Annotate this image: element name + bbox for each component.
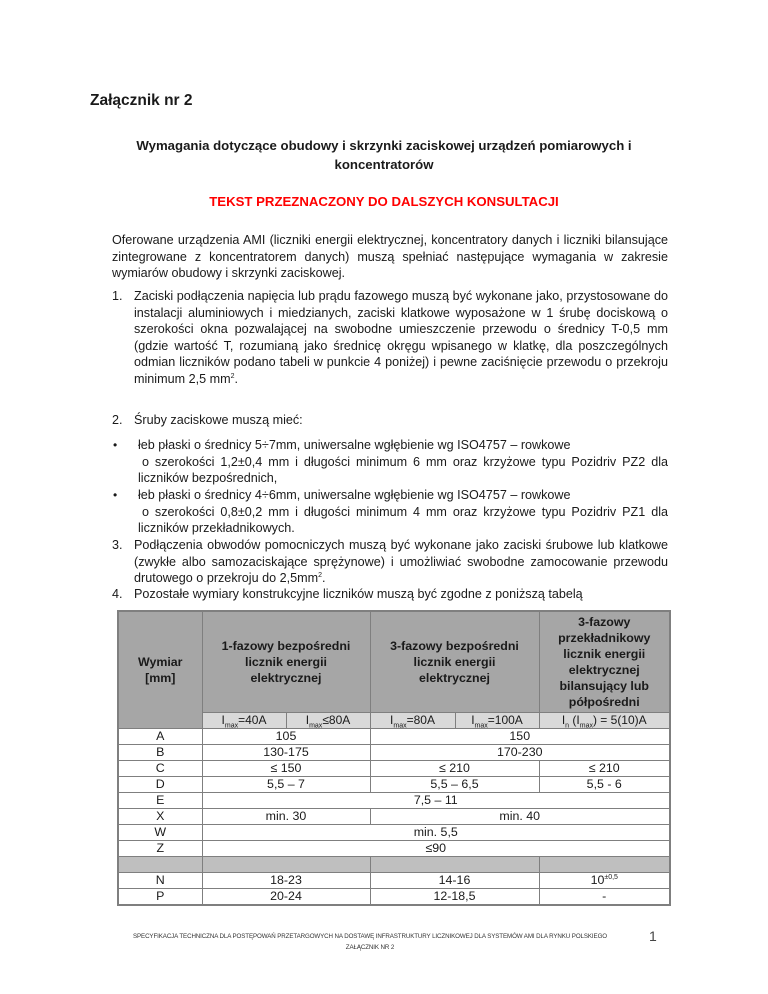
row-label: A: [118, 729, 202, 745]
spacer-cell: [202, 857, 370, 873]
sub-max: max: [474, 722, 488, 730]
bullet-2-symbol: •: [113, 488, 118, 502]
bullet-2-line1: łeb płaski o średnicy 4÷6mm, uniwersalne wgłębienie wg ISO4757 – rowkowe: [138, 488, 571, 502]
row-label: X: [118, 809, 202, 825]
cell-all: ≤90: [202, 841, 670, 857]
row-label: P: [118, 889, 202, 906]
cell-3phase-transformer: ≤ 210: [539, 761, 670, 777]
header-3-phase-transformer: 3-fazowy przekładnikowy licznik energii elektrycznej bilansujący lub półpośredni: [539, 611, 670, 713]
sub-mid: (I: [569, 713, 580, 727]
cell-1phase: 130-175: [202, 745, 370, 761]
row-label: E: [118, 793, 202, 809]
cell-3phase-all: min. 40: [370, 809, 670, 825]
subheader-transformer-5-10a: [539, 713, 670, 729]
cell-3phase-transformer: [539, 873, 670, 889]
sub-max: max: [309, 722, 323, 730]
subheader-1phase-80a: [286, 713, 370, 729]
bullet-1-line1: łeb płaski o średnicy 5÷7mm, uniwersalne wgłębienie wg ISO4757 – rowkowe: [138, 438, 571, 452]
cell-1phase: 20-24: [202, 889, 370, 906]
sub-value: ≤80A: [322, 713, 351, 727]
item-3-text: [134, 537, 668, 587]
sub-n: n: [565, 722, 570, 730]
sub-value: =40A: [238, 713, 267, 727]
item-3-body: Podłączenia obwodów pomocniczych muszą być wykonane jako zaciski śrubowe lub klatkowe (zwykłe albo samozaciskające sprężynowe) i umożliwiać swobodne zamocowanie przewodu drutowego o przekroju do 2,5mm: [134, 538, 668, 586]
table-header-row: [118, 611, 670, 713]
spacer-cell: [370, 857, 539, 873]
cell-3phase-direct: ≤ 210: [370, 761, 539, 777]
table-row-b: [118, 745, 670, 761]
cell-1phase: 5,5 – 7: [202, 777, 370, 793]
item-1-number: 1.: [112, 289, 123, 303]
table-row-d: [118, 777, 670, 793]
cell-all: min. 5,5: [202, 825, 670, 841]
dimensions-table: [117, 610, 671, 906]
table-row-c: [118, 761, 670, 777]
consultation-notice: TEKST PRZEZNACZONY DO DALSZYCH KONSULTACJI: [209, 194, 559, 209]
header-dimension: Wymiar [mm]: [118, 611, 202, 729]
sub-i: I: [471, 713, 475, 727]
cell-1phase: 18-23: [202, 873, 370, 889]
table-row-n: [118, 873, 670, 889]
item-3-tail: .: [322, 571, 326, 586]
row-label: B: [118, 745, 202, 761]
cell-3phase-all: 150: [370, 729, 670, 745]
table-row-z: [118, 841, 670, 857]
cell-1phase: 105: [202, 729, 370, 745]
sub-max: max: [224, 722, 239, 730]
document-heading: [100, 136, 668, 174]
item-1-sup: 2: [230, 372, 235, 380]
cell-3phase-direct: 12-18,5: [370, 889, 539, 906]
table-row-w: [118, 825, 670, 841]
cell-3phase-direct: 14-16: [370, 873, 539, 889]
item-1-body: Zaciski podłączenia napięcia lub prądu fazowego muszą być wykonane jako, przystosowane do instalacji aluminiowych i miedzianych, zaciski klatkowe wyposażone w 1 śrubę dociskową o szerokości okna pozwalającej na swobodne umieszczenie przewodu o średnicy T-0,5 mm (gdzie wartość T, rozumianą jako średnicę okręgu wpisanego w klatkę, dla poszczególnych odmian liczników podano tabeli w punkcie 4 poniżej) i pewne zaciśnięcie przewodu o przekroju minimum 2,5 mm: [134, 289, 668, 386]
table-row-a: [118, 729, 670, 745]
item-1-tail: .: [234, 371, 238, 386]
row-label: W: [118, 825, 202, 841]
spacer-cell: [539, 857, 670, 873]
sub-max: max: [579, 722, 593, 730]
cell-3phase-transformer: -: [539, 889, 670, 906]
item-4-text: Pozostałe wymiary konstrukcyjne liczników muszą być zgodne z poniższą tabelą: [134, 587, 583, 601]
subheader-3phase-80a: [370, 713, 455, 729]
heading-line-2: koncentratorów: [334, 157, 434, 172]
row-label: C: [118, 761, 202, 777]
item-3-number: 3.: [112, 538, 123, 552]
item-1-text: [134, 288, 668, 388]
bullet-1-rest: o szerokości 1,2±0,4 mm i długości minimum 6 mm oraz krzyżowe typu Pozidriv PZ2 dla liczników bezpośrednich,: [138, 454, 668, 486]
table-row-e: [118, 793, 670, 809]
item-4-number: 4.: [112, 587, 123, 601]
page-footer: [100, 931, 640, 953]
sub-value: ) = 5(10)A: [592, 713, 647, 727]
sub-i: I: [390, 713, 394, 727]
header-3-phase-direct: 3-fazowy bezpośredni licznik energii elektrycznej: [370, 611, 539, 713]
bullet-1-symbol: •: [113, 438, 118, 452]
intro-paragraph: Oferowane urządzenia AMI (liczniki energii elektrycznej, koncentratory danych i liczniki bilansujące zintegrowane z koncentratorem danych) muszą spełniać następujące wymagania w zakresie wymiarów obudowy i skrzynki zaciskowej.: [112, 233, 668, 281]
sub-i: I: [561, 713, 566, 727]
cell-1phase: ≤ 150: [202, 761, 370, 777]
bullet-2-rest: o szerokości 0,8±0,2 mm i długości minimum 4 mm oraz krzyżowe typu Pozidriv PZ1 dla liczników przekładnikowych.: [138, 504, 668, 536]
cell-1phase: min. 30: [202, 809, 370, 825]
heading-line-1: Wymagania dotyczące obudowy i skrzynki zaciskowej urządzeń pomiarowych i: [136, 138, 632, 153]
bullet-2-text: [138, 487, 668, 537]
item-2-number: 2.: [112, 413, 123, 427]
table-row-x: [118, 809, 670, 825]
header-1-phase-direct: 1-fazowy bezpośredni licznik energii elektrycznej: [202, 611, 370, 713]
item-2-text: Śruby zaciskowe muszą mieć:: [134, 413, 303, 427]
sub-i: I: [305, 713, 310, 727]
table-row-p: [118, 889, 670, 906]
page-number: 1: [649, 928, 657, 944]
item-3-sup: 2: [318, 572, 323, 579]
table-spacer-row: [118, 857, 670, 873]
sub-i: I: [221, 713, 225, 727]
n-tolerance: ±0,5: [604, 873, 618, 881]
subheader-1phase-40a: [202, 713, 286, 729]
sub-max: max: [393, 722, 407, 730]
cell-3phase-direct: 5,5 – 6,5: [370, 777, 539, 793]
spacer-cell: [118, 857, 202, 873]
footer-line-1: SPECYFIKACJA TECHNICZNA DLA POSTĘPOWAŃ PRZETARGOWYCH NA DOSTAWĘ INFRASTRUKTURY LICZNIKOWEJ DLA SYSTEMÓW AMI DLA RYNKU POLSKIEGO: [132, 933, 607, 940]
row-label: N: [118, 873, 202, 889]
document-title: Załącznik nr 2: [90, 92, 193, 109]
subheader-3phase-100a: [455, 713, 539, 729]
row-label: Z: [118, 841, 202, 857]
cell-3phase-all: 170-230: [370, 745, 670, 761]
cell-3phase-transformer: 5,5 - 6: [539, 777, 670, 793]
sub-value: =100A: [487, 713, 523, 727]
row-label: D: [118, 777, 202, 793]
footer-line-2: ZAŁĄCZNIK NR 2: [345, 944, 395, 951]
cell-all: 7,5 – 11: [202, 793, 670, 809]
sub-value: =80A: [406, 713, 435, 727]
n-base: 10: [590, 873, 605, 887]
bullet-1-text: [138, 437, 668, 487]
